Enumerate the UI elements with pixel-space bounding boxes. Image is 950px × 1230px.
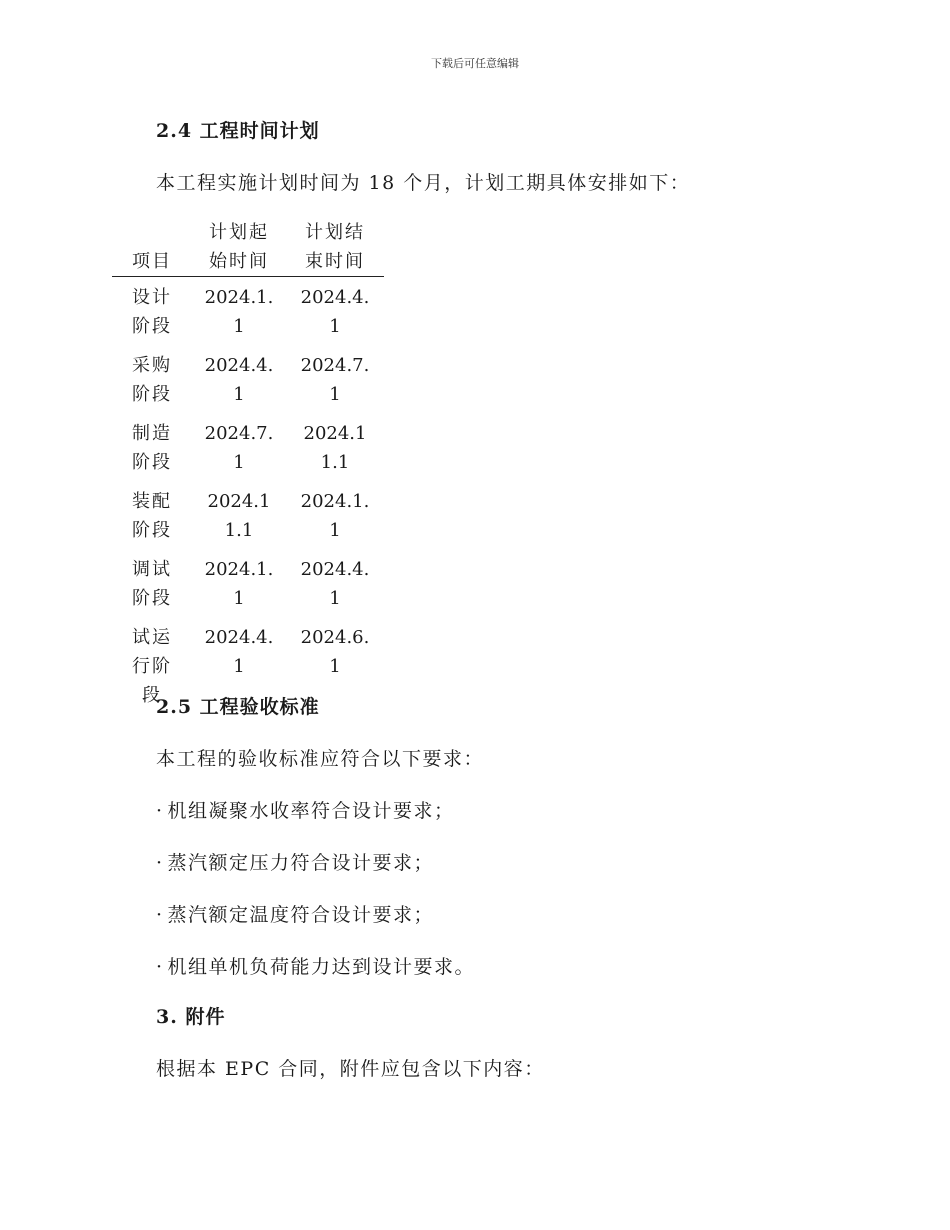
header-start-time: 计划起 始时间 xyxy=(192,218,286,277)
row-end-date: 2024.6.1 xyxy=(300,627,370,677)
row-item: 装配阶段 xyxy=(132,491,172,541)
table-row xyxy=(112,345,384,413)
row-end-date: 2024.7.1 xyxy=(300,355,370,405)
row-item: 制造阶段 xyxy=(132,423,172,473)
acceptance-bullet: · 蒸汽额定温度符合设计要求； xyxy=(156,904,435,926)
row-start-date: 2024.1.1 xyxy=(204,559,274,609)
schedule-header-row xyxy=(112,218,384,277)
page-header-note: 下载后可任意编辑 xyxy=(431,57,519,70)
section-heading-2-4: 2.4 工程时间计划 xyxy=(156,120,320,142)
header-end-time: 计划结 束时间 xyxy=(286,218,384,277)
bullet-dot: · xyxy=(156,956,164,978)
row-item: 采购阶段 xyxy=(132,355,172,405)
section-heading-2-5: 2.5 工程验收标准 xyxy=(156,696,320,718)
acceptance-bullet: · 机组凝聚水收率符合设计要求； xyxy=(156,800,455,822)
table-row xyxy=(112,549,384,617)
acceptance-bullet: · 蒸汽额定压力符合设计要求； xyxy=(156,852,435,874)
row-start-date: 2024.11.1 xyxy=(207,491,271,541)
row-end-date: 2024.4.1 xyxy=(300,559,370,609)
row-end-date: 2024.11.1 xyxy=(303,423,367,473)
header-item: 项目 xyxy=(112,218,192,277)
row-end-date: 2024.4.1 xyxy=(300,287,370,337)
schedule-table xyxy=(112,218,384,714)
row-end-date: 2024.1.1 xyxy=(300,491,370,541)
bullet-dot: · xyxy=(156,904,164,926)
attachments-intro: 根据本 EPC 合同，附件应包含以下内容： xyxy=(156,1058,545,1080)
row-item: 设计阶段 xyxy=(132,287,172,337)
acceptance-intro: 本工程的验收标准应符合以下要求： xyxy=(156,748,485,770)
row-start-date: 2024.4.1 xyxy=(204,355,274,405)
bullet-dot: · xyxy=(156,852,164,874)
row-item: 试运行阶段 xyxy=(132,627,172,706)
row-start-date: 2024.7.1 xyxy=(204,423,274,473)
table-row xyxy=(112,277,384,346)
table-row xyxy=(112,413,384,481)
row-start-date: 2024.1.1 xyxy=(204,287,274,337)
row-item: 调试阶段 xyxy=(132,559,172,609)
acceptance-bullet: · 机组单机负荷能力达到设计要求。 xyxy=(156,956,476,978)
section-heading-3: 3. 附件 xyxy=(156,1006,226,1028)
bullet-dot: · xyxy=(156,800,164,822)
row-start-date: 2024.4.1 xyxy=(204,627,274,677)
table-row xyxy=(112,481,384,549)
schedule-intro: 本工程实施计划时间为 18 个月，计划工期具体安排如下： xyxy=(156,172,691,194)
